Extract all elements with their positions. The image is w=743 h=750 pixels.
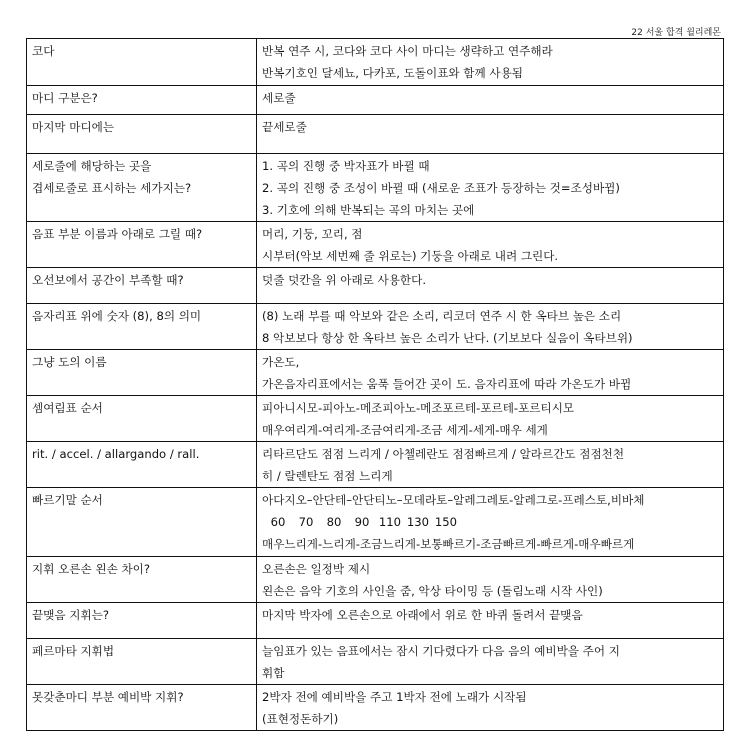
question-cell: 마디 구분은? bbox=[27, 86, 257, 115]
table-row bbox=[27, 442, 724, 488]
answer-cell: 오른손은 일정박 제시 왼손은 음악 기호의 사인을 줌, 악상 타이밍 등 (돌림노래 시작 사인) bbox=[257, 557, 724, 603]
question-cell: 끝맺음 지휘는? bbox=[27, 603, 257, 639]
answer-cell: 피아니시모-피아노-메조피아노-메조포르테-포르테-포르티시모 매우여리게-여리게-조금여리게-조금 세게-세게-매우 세게 bbox=[257, 396, 724, 442]
question-cell: 음표 부분 이름과 아래로 그릴 때? bbox=[27, 222, 257, 268]
answer-cell: 리타르단도 점점 느리게 / 아첼레란도 점점빠르게 / 알라르간도 점점천천 히 / 랄렌탄도 점점 느리게 bbox=[257, 442, 724, 488]
table-row bbox=[27, 639, 724, 685]
question-cell: 셈여림표 순서 bbox=[27, 396, 257, 442]
answer-cell: 아다지오–안단테–안단티노–모데라토–알레그레토-알레그로-프레스토,비바체 60 70 80 90 110 130 150 매우느리게-느리게-조금느리게-보통빠르기-조금빠르게-빠르게-매우빠르게 bbox=[257, 488, 724, 557]
answer-cell: 마지막 박자에 오른손으로 아래에서 위로 한 바퀴 돌려서 끝맺음 bbox=[257, 603, 724, 639]
table-row bbox=[27, 488, 724, 557]
table-row bbox=[27, 396, 724, 442]
question-cell: 마지막 마디에는 bbox=[27, 115, 257, 154]
answer-cell: 끝세로줄 bbox=[257, 115, 724, 154]
question-cell: rit. / accel. / allargando / rall. bbox=[27, 442, 257, 488]
question-cell: 지휘 오른손 왼손 차이? bbox=[27, 557, 257, 603]
question-cell: 못갖춘마디 부분 예비박 지휘? bbox=[27, 685, 257, 731]
table-row bbox=[27, 39, 724, 86]
answer-cell: 늘임표가 있는 음표에서는 잠시 기다렸다가 다음 음의 예비박을 주어 지 휘함 bbox=[257, 639, 724, 685]
table-row bbox=[27, 268, 724, 304]
study-table bbox=[26, 38, 724, 731]
table-row bbox=[27, 685, 724, 731]
question-cell: 페르마타 지휘법 bbox=[27, 639, 257, 685]
answer-cell: 가온도, 가온음자리표에서는 움푹 들어간 곳이 도. 음자리표에 따라 가온도가 바뀜 bbox=[257, 350, 724, 396]
question-cell: 오선보에서 공간이 부족할 때? bbox=[27, 268, 257, 304]
table-row bbox=[27, 154, 724, 222]
answer-cell: 2박자 전에 예비박을 주고 1박자 전에 노래가 시작됨 (표현정돈하기) bbox=[257, 685, 724, 731]
answer-cell: (8) 노래 부를 때 악보와 같은 소리, 리코더 연주 시 한 옥타브 높은 소리 8 악보보다 항상 한 옥타브 높은 소리가 난다. (기보보다 실음이 옥타브위) bbox=[257, 304, 724, 350]
question-cell: 빠르기말 순서 bbox=[27, 488, 257, 557]
question-cell: 세로줄에 해당하는 곳을 겹세로줄로 표시하는 세가지는? bbox=[27, 154, 257, 222]
answer-cell: 1. 곡의 진행 중 박자표가 바뀔 때 2. 곡의 진행 중 조성이 바뀔 때 (새로운 조표가 등장하는 것=조성바뀜) 3. 기호에 의해 반복되는 곡의 마치는 곳에 bbox=[257, 154, 724, 222]
question-cell: 음자리표 위에 숫자 (8), 8의 의미 bbox=[27, 304, 257, 350]
table-row bbox=[27, 86, 724, 115]
table-row bbox=[27, 115, 724, 154]
answer-cell: 세로줄 bbox=[257, 86, 724, 115]
answer-cell: 덧줄 덧칸을 위 아래로 사용한다. bbox=[257, 268, 724, 304]
page-header: 22 서울 합격 윌리레몬 bbox=[631, 28, 721, 38]
tempo-numbers: 60 70 80 90 110 130 150 bbox=[270, 515, 458, 529]
answer-cell: 머리, 기둥, 꼬리, 점 시부터(악보 세번째 줄 위로는) 기둥을 아래로 내려 그린다. bbox=[257, 222, 724, 268]
question-cell: 코다 bbox=[27, 39, 257, 86]
table-row bbox=[27, 304, 724, 350]
table-row bbox=[27, 350, 724, 396]
table-row bbox=[27, 222, 724, 268]
table-row bbox=[27, 557, 724, 603]
answer-cell: 반복 연주 시, 코다와 코다 사이 마디는 생략하고 연주해라 반복기호인 달세뇨, 다카포, 도돌이표와 함께 사용됨 bbox=[257, 39, 724, 86]
table-row bbox=[27, 603, 724, 639]
question-cell: 그냥 도의 이름 bbox=[27, 350, 257, 396]
